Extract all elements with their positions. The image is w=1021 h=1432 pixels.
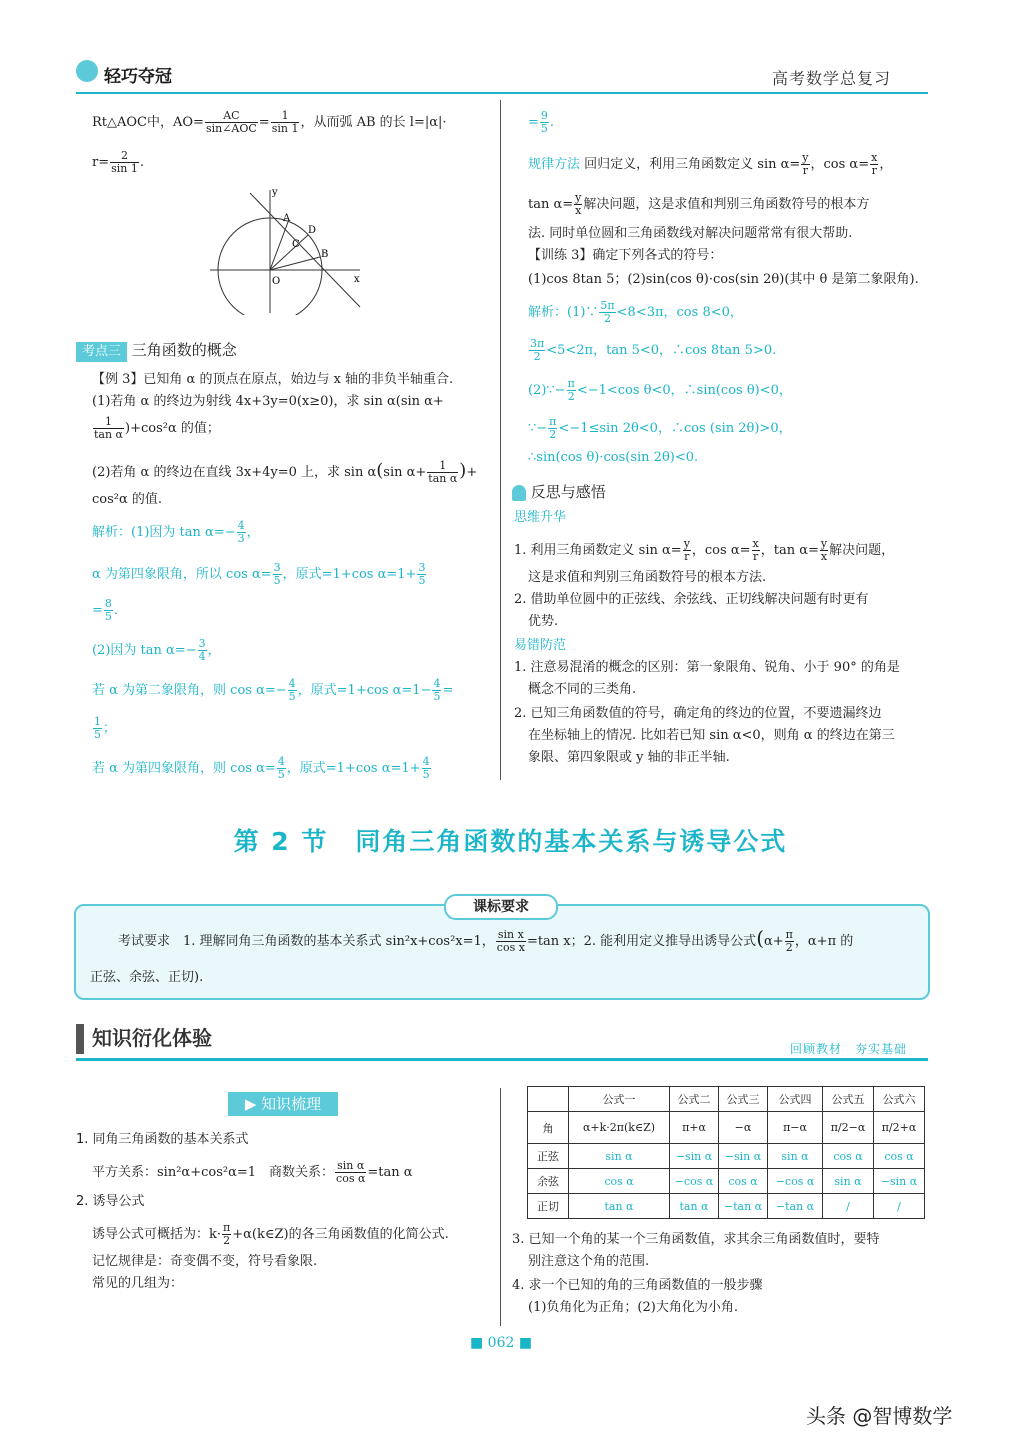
right-line-1: = $\frac{9}{5}$ . xyxy=(528,109,555,135)
error-line-4: 在坐标轴上的情况. 比如若已知 sin α<0，则角 α 的终边在第三 xyxy=(528,728,895,743)
knowledge-banner-sub: 回顾教材 夯实基础 xyxy=(790,1042,908,1056)
train-line-2: (1)cos 8tan 5；(2)sin(cos θ)·cos(sin 2θ)(其中 θ 是第二象限角). xyxy=(528,272,919,287)
section-title: 第 2 节 同角三角函数的基本关系与诱导公式 xyxy=(233,827,788,856)
solution-line-2: α 为第四象限角，所以 cos α= $\frac{3}{5}$ ，原式=1+cos α=1+ $\frac{3}{5}$ xyxy=(92,561,426,587)
train-solution-1: 解析：(1)∵ $\frac{5\pi}{2}$ <8<3π，cos 8<0， xyxy=(528,299,743,325)
error-line-2: 概念不同的三类角. xyxy=(528,682,637,697)
bl-line-1: 诱导公式可概括为：k· $\frac{\pi}{2}$ +α(k∈Z)的各三角函数值的化简公式. xyxy=(92,1221,449,1247)
br-line-1: 3. 已知一个角的某一个三角函数值，求其余三角函数值时，要特 xyxy=(512,1232,880,1247)
solution-line-7: 若 α 为第四象限角，则 cos α= $\frac{4}{5}$ ，原式=1+cos α=1+ $\frac{4}{5}$ xyxy=(92,755,430,781)
diagram-label-D: D xyxy=(308,225,317,236)
unit-circle-diagram xyxy=(210,185,370,315)
solution-line-5: 若 α 为第二象限角，则 cos α=− $\frac{4}{5}$ ，原式=1+cos α=1− $\frac{4}{5}$ = xyxy=(92,677,454,703)
br-line-2: 别注意这个角的范围. xyxy=(528,1254,650,1269)
diagram-label-A: A xyxy=(283,213,291,224)
header-logo-text: 轻巧夺冠 xyxy=(104,67,172,87)
table-row: 角 α+k·2π(k∈Z) π+α −α π−α π/2−α π/2+α xyxy=(528,1112,925,1144)
diagram-label-O: O xyxy=(272,276,281,287)
solution-line-1: 解析：(1)因为 tan α=− $\frac{4}{3}$ ， xyxy=(92,519,260,545)
rule-line-2: tan α= $\frac{y}{x}$ 解决问题，这是求值和判别三角函数符号的根本方 xyxy=(528,191,870,217)
think-line-3: 2. 借助单位圆中的正弦线、余弦线、正切线解决问题有时更有 xyxy=(514,592,869,607)
br-line-4: (1)负角化为正角；(2)大角化为小角. xyxy=(528,1300,738,1315)
diagram-label-x: x xyxy=(354,274,360,285)
banner-rule xyxy=(76,1058,928,1061)
solution-line-3: = $\frac{8}{5}$ . xyxy=(92,597,119,623)
watermark: 头条 @智博数学 xyxy=(806,1404,953,1428)
bl-heading-2: 2. 诱导公式 xyxy=(76,1194,145,1209)
think-line-2: 这是求值和判别三角函数符号的根本方法. xyxy=(528,570,767,585)
example-3-line-5: cos²α 的值. xyxy=(92,492,163,507)
think-title: 思维升华 xyxy=(514,510,567,525)
train-solution-3: (2)∵− $\frac{\pi}{2}$ <−1<cos θ<0，∴sin(cos θ)<0， xyxy=(528,377,792,403)
rule-label: 规律方法 xyxy=(528,157,581,172)
example-3-line-2: (1)若角 α 的终边为射线 4x+3y=0(x≥0)，求 sin α(sin α+ xyxy=(92,394,444,409)
solution-line-6: $\frac{1}{5}$ ； xyxy=(94,715,117,741)
br-line-3: 4. 求一个已知的角的三角函数值的一般步骤 xyxy=(512,1278,763,1293)
example-3-line-1: 【例 3】已知角 α 的顶点在原点，始边与 x 轴的非负半轴重合. xyxy=(92,372,454,387)
knowledge-banner: 知识衍化体验 xyxy=(92,1026,212,1050)
reflect-heading: 反思与感悟 xyxy=(512,482,606,502)
table-row: 正切 tan α tan α −tan α −tan α / / xyxy=(528,1194,925,1219)
header-rule xyxy=(76,92,928,94)
column-divider-top xyxy=(500,100,501,780)
curriculum-tab: 课标要求 xyxy=(444,894,558,920)
bl-heading-1: 1. 同角三角函数的基本关系式 xyxy=(76,1132,249,1147)
train-line-1: 【训练 3】确定下列各式的符号： xyxy=(528,248,723,263)
knowledge-pill: ▶ 知识梳理 xyxy=(228,1092,338,1116)
header-logo xyxy=(76,60,98,82)
error-title: 易错防范 xyxy=(514,638,567,653)
page-number: ■ 062 ■ xyxy=(470,1335,533,1351)
banner-bar xyxy=(76,1024,84,1054)
table-row: 余弦 cos α −cos α cos α −cos α sin α −sin α xyxy=(528,1169,925,1194)
rule-line-1: 规律方法 回归定义，利用三角函数定义 sin α= $\frac{y}{r}$ ，cos α= $\frac{x}{r}$ ， xyxy=(528,151,893,177)
diagram-label-C: C xyxy=(292,239,300,250)
error-line-3: 2. 已知三角函数值的符号，确定角的终边的位置，不要遗漏终边 xyxy=(514,706,882,721)
bl-line-2: 记忆规律是：奇变偶不变，符号看象限. xyxy=(92,1254,318,1269)
kaodian-heading xyxy=(76,340,237,362)
example-3-line-4: (2)若角 α 的终边在直线 3x+4y=0 上，求 sin α(sin α+ $\frac{1}{\text{tan α}}$ )+ xyxy=(92,459,478,485)
left-line-2: r= $\frac{2}{\sin 1}$ . xyxy=(92,149,144,175)
kaodian-title: 三角函数的概念 xyxy=(131,341,237,359)
diagram-label-y: y xyxy=(272,187,278,198)
train-solution-2: $\frac{3\pi}{2}$ <5<2π，tan 5<0，∴cos 8tan 5>0. xyxy=(530,337,777,363)
header-title: 高考数学总复习 xyxy=(772,69,892,88)
think-line-4: 优势. xyxy=(528,614,559,629)
table-row: 公式一 公式二 公式三 公式四 公式五 公式六 xyxy=(528,1087,925,1112)
formula-table xyxy=(527,1086,925,1219)
left-line-1: Rt△AOC中，AO= $\frac{AC}{\text{sin∠AOC}}$ = $\frac{1}{\sin 1}$ ，从而弧 AB 的长 l=|α|· xyxy=(92,109,447,135)
kaodian-tag: 考点三 xyxy=(76,342,127,362)
person-icon xyxy=(512,485,526,501)
bl-relations: 平方关系：sin²α+cos²α=1 商数关系： $\frac{\text{sin α}}{\text{cos α}}$ =tan α xyxy=(92,1159,413,1185)
bl-line-3: 常见的几组为： xyxy=(92,1276,184,1291)
curriculum-line-1: 考试要求 1. 理解同角三角函数的基本关系式 sin²x+cos²x=1， $\frac{\text{sin x}}{\text{cos x}}$ =tan x；2. 能利用定义推导出诱导公式(α+ $\frac{\pi}{2}$ ，α+π 的 xyxy=(118,926,854,954)
diagram-label-B: B xyxy=(321,249,329,260)
solution-line-4: (2)因为 tan α=− $\frac{3}{4}$ ， xyxy=(92,637,221,663)
error-line-1: 1. 注意易混淆的概念的区别：第一象限角、锐角、小于 90° 的角是 xyxy=(514,660,900,675)
train-solution-4: ∵− $\frac{\pi}{2}$ <−1≤sin 2θ<0，∴cos (sin 2θ)>0， xyxy=(528,415,792,441)
example-3-line-3: $\frac{1}{\text{tan α}}$ )+cos²α 的值； xyxy=(94,415,220,441)
rule-line-3: 法. 同时单位圆和三角函数线对解决问题常常有很大帮助. xyxy=(528,226,853,241)
table-row: 正弦 sin α −sin α −sin α sin α cos α cos α xyxy=(528,1144,925,1169)
column-divider-bottom xyxy=(500,1088,501,1326)
curriculum-line-2: 正弦、余弦、正切). xyxy=(90,970,204,985)
error-line-5: 象限、第四象限或 y 轴的非正半轴. xyxy=(528,750,730,765)
think-line-1: 1. 利用三角函数定义 sin α= $\frac{y}{r}$ ，cos α= $\frac{x}{r}$ ，tan α= $\frac{y}{x}$ 解决问题， xyxy=(514,537,895,563)
train-solution-5: ∴sin(cos θ)·cos(sin 2θ)<0. xyxy=(528,450,699,465)
